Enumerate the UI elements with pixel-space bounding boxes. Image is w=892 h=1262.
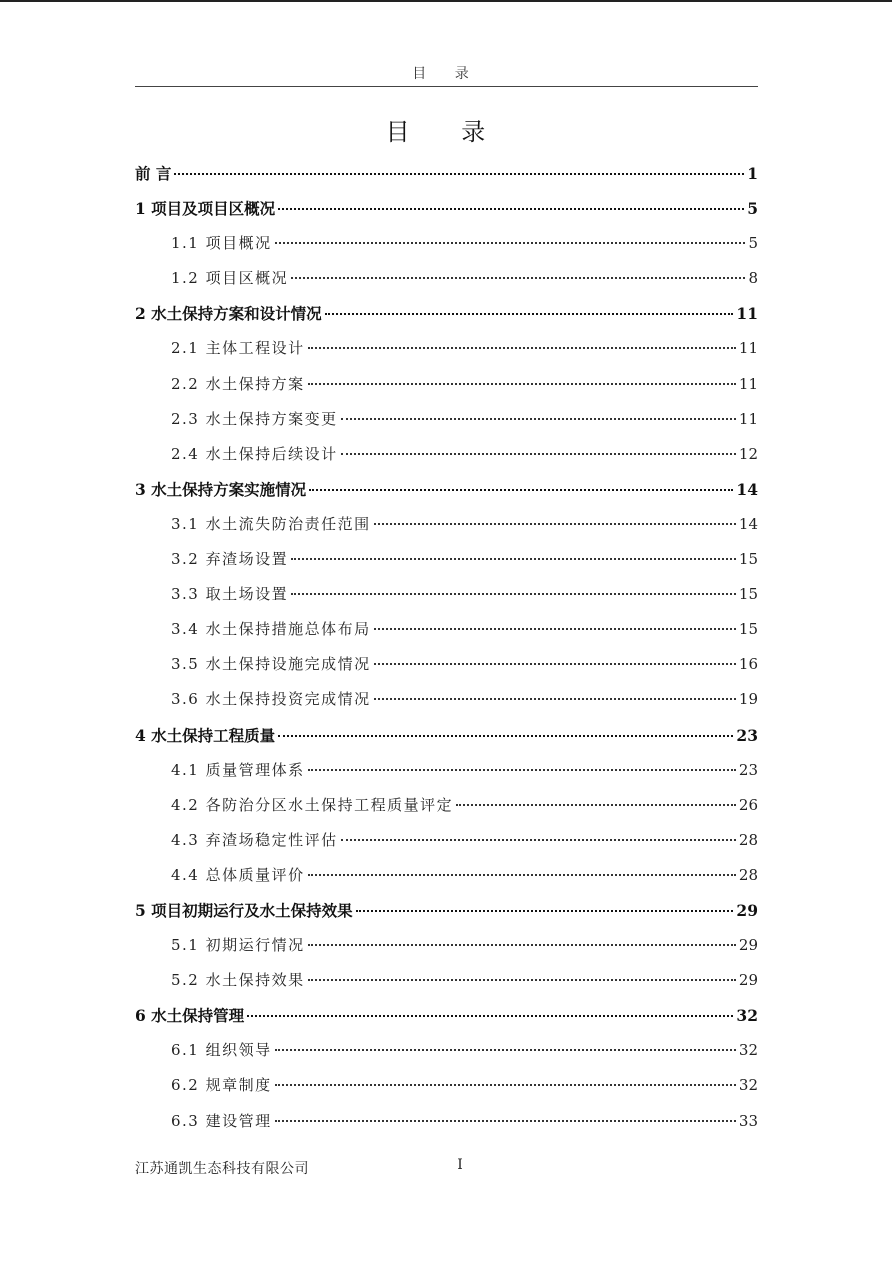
toc-entry-page-number: 23 (736, 725, 758, 745)
toc-chapter-entry[interactable] (135, 472, 758, 507)
toc-section-entry[interactable] (135, 577, 758, 612)
toc-entry-page-number: 11 (738, 409, 758, 428)
toc-section-entry[interactable] (135, 612, 758, 647)
toc-entry-label: 6.1 组织领导 (171, 1041, 272, 1060)
toc-section-entry[interactable] (135, 437, 758, 472)
toc-chapter-entry[interactable] (135, 296, 758, 331)
toc-entry-label: 3.6 水土保持投资完成情况 (171, 690, 371, 709)
toc-entry-page-number: 14 (738, 514, 758, 533)
toc-dot-leader (247, 1015, 733, 1017)
toc-entry-page-number: 5 (747, 199, 758, 219)
running-header: 目 录 (135, 64, 758, 87)
toc-chapter-entry[interactable] (135, 998, 758, 1033)
toc-entry-label: 3.4 水土保持措施总体布局 (171, 620, 371, 639)
toc-chapter-entry[interactable] (135, 718, 758, 753)
toc-section-entry[interactable] (135, 1104, 758, 1139)
toc-entry-label: 前 言 (135, 164, 172, 183)
footer-company-name: 江苏通凯生态科技有限公司 (135, 1161, 309, 1177)
toc-entry-page-number: 29 (736, 900, 758, 920)
toc-section-entry[interactable] (135, 367, 758, 402)
toc-dot-leader (374, 663, 736, 665)
toc-dot-leader (291, 558, 736, 560)
toc-dot-leader (278, 208, 744, 210)
toc-entry-page-number: 26 (738, 795, 758, 814)
toc-section-entry[interactable] (135, 1033, 758, 1068)
toc-dot-leader (291, 277, 745, 279)
toc-entry-page-number: 32 (738, 1076, 758, 1095)
toc-section-entry[interactable] (135, 647, 758, 682)
toc-entry-label: 2 水土保持方案和设计情况 (135, 304, 322, 324)
toc-section-entry[interactable] (135, 1068, 758, 1103)
toc-entry-label: 3.5 水土保持设施完成情况 (171, 655, 371, 674)
toc-entry-label: 6 水土保持管理 (135, 1006, 245, 1026)
toc-entry-page-number: 29 (738, 971, 758, 990)
toc-section-entry[interactable] (135, 682, 758, 717)
toc-dot-leader (308, 383, 736, 385)
toc-entry-label: 3.1 水土流失防治责任范围 (171, 514, 371, 533)
toc-dot-leader (456, 804, 736, 806)
toc-chapter-entry[interactable] (135, 893, 758, 928)
toc-entry-label: 2.1 主体工程设计 (171, 339, 305, 358)
footer-page-number: I (457, 1157, 463, 1173)
toc-dot-leader (308, 769, 736, 771)
toc-dot-leader (308, 347, 736, 349)
toc-dot-leader (356, 910, 734, 912)
toc-entry-label: 4.2 各防治分区水土保持工程质量评定 (171, 795, 454, 814)
toc-entry-label: 4.4 总体质量评价 (171, 865, 305, 884)
toc-entry-label: 1.2 项目区概况 (171, 269, 289, 288)
toc-entry-page-number: 15 (738, 585, 758, 604)
toc-section-entry[interactable] (135, 788, 758, 823)
toc-entry-page-number: 15 (738, 620, 758, 639)
toc-section-entry[interactable] (135, 261, 758, 296)
toc-entry-label: 5 项目初期运行及水土保持效果 (135, 900, 353, 920)
toc-dot-leader (341, 839, 736, 841)
toc-entry-label: 3.2 弃渣场设置 (171, 550, 289, 569)
toc-dot-leader (341, 418, 736, 420)
toc-dot-leader (291, 593, 736, 595)
toc-dot-leader (308, 874, 736, 876)
toc-entry-page-number: 19 (738, 690, 758, 709)
toc-entry-page-number: 33 (738, 1111, 758, 1130)
toc-entry-label: 2.4 水土保持后续设计 (171, 444, 338, 463)
toc-dot-leader (308, 944, 736, 946)
toc-dot-leader (374, 698, 736, 700)
toc-dot-leader (341, 453, 736, 455)
page-title: 目 录 (385, 118, 508, 146)
toc-dot-leader (275, 242, 746, 244)
toc-dot-leader (275, 1120, 736, 1122)
toc-section-entry[interactable] (135, 226, 758, 261)
toc-entry-label: 1.1 项目概况 (171, 234, 272, 253)
toc-dot-leader (374, 628, 736, 630)
toc-entry-page-number: 28 (738, 865, 758, 884)
toc-entry-label: 6.2 规章制度 (171, 1076, 272, 1095)
toc-section-entry[interactable] (135, 331, 758, 366)
toc-section-entry[interactable] (135, 507, 758, 542)
toc-section-entry[interactable] (135, 823, 758, 858)
toc-entry-page-number: 11 (736, 304, 758, 324)
toc-dot-leader (309, 489, 733, 491)
toc-entry-page-number: 16 (738, 655, 758, 674)
toc-entry-page-number: 5 (748, 234, 758, 253)
toc-section-entry[interactable] (135, 402, 758, 437)
table-of-contents (135, 156, 758, 1139)
toc-entry-label: 1 项目及项目区概况 (135, 199, 276, 219)
toc-entry-label: 2.3 水土保持方案变更 (171, 409, 338, 428)
toc-dot-leader (275, 1049, 736, 1051)
toc-entry-page-number: 32 (738, 1041, 758, 1060)
toc-dot-leader (308, 979, 736, 981)
toc-entry-page-number: 29 (738, 936, 758, 955)
toc-chapter-entry[interactable] (135, 191, 758, 226)
toc-entry-page-number: 8 (748, 269, 758, 288)
toc-entry-label: 5.1 初期运行情况 (171, 936, 305, 955)
toc-dot-leader (174, 173, 744, 175)
toc-entry-page-number: 14 (736, 479, 758, 499)
toc-entry-page-number: 11 (738, 374, 758, 393)
toc-entry-page-number: 15 (738, 550, 758, 569)
toc-entry-page-number: 11 (738, 339, 758, 358)
toc-section-entry[interactable] (135, 542, 758, 577)
toc-entry-page-number: 23 (738, 760, 758, 779)
toc-dot-leader (325, 313, 734, 315)
toc-entry-label: 2.2 水土保持方案 (171, 374, 305, 393)
toc-entry-label: 5.2 水土保持效果 (171, 971, 305, 990)
toc-dot-leader (374, 523, 736, 525)
toc-entry-label: 6.3 建设管理 (171, 1111, 272, 1130)
toc-entry-label: 4.3 弃渣场稳定性评估 (171, 830, 338, 849)
page-top-border (0, 0, 892, 2)
toc-entry-label: 3 水土保持方案实施情况 (135, 479, 307, 499)
toc-entry-label: 4.1 质量管理体系 (171, 760, 305, 779)
toc-section-entry[interactable] (135, 858, 758, 893)
toc-entry-page-number: 12 (738, 444, 758, 463)
toc-section-entry[interactable] (135, 928, 758, 963)
toc-dot-leader (278, 735, 733, 737)
toc-dot-leader (275, 1084, 736, 1086)
toc-section-entry[interactable] (135, 753, 758, 788)
toc-entry-label: 4 水土保持工程质量 (135, 725, 276, 745)
toc-entry-page-number: 32 (736, 1006, 758, 1026)
toc-section-entry[interactable] (135, 963, 758, 998)
toc-entry-page-number: 28 (738, 830, 758, 849)
toc-entry-label: 3.3 取土场设置 (171, 585, 289, 604)
toc-chapter-entry[interactable] (135, 156, 758, 191)
toc-entry-page-number: 1 (747, 164, 758, 183)
